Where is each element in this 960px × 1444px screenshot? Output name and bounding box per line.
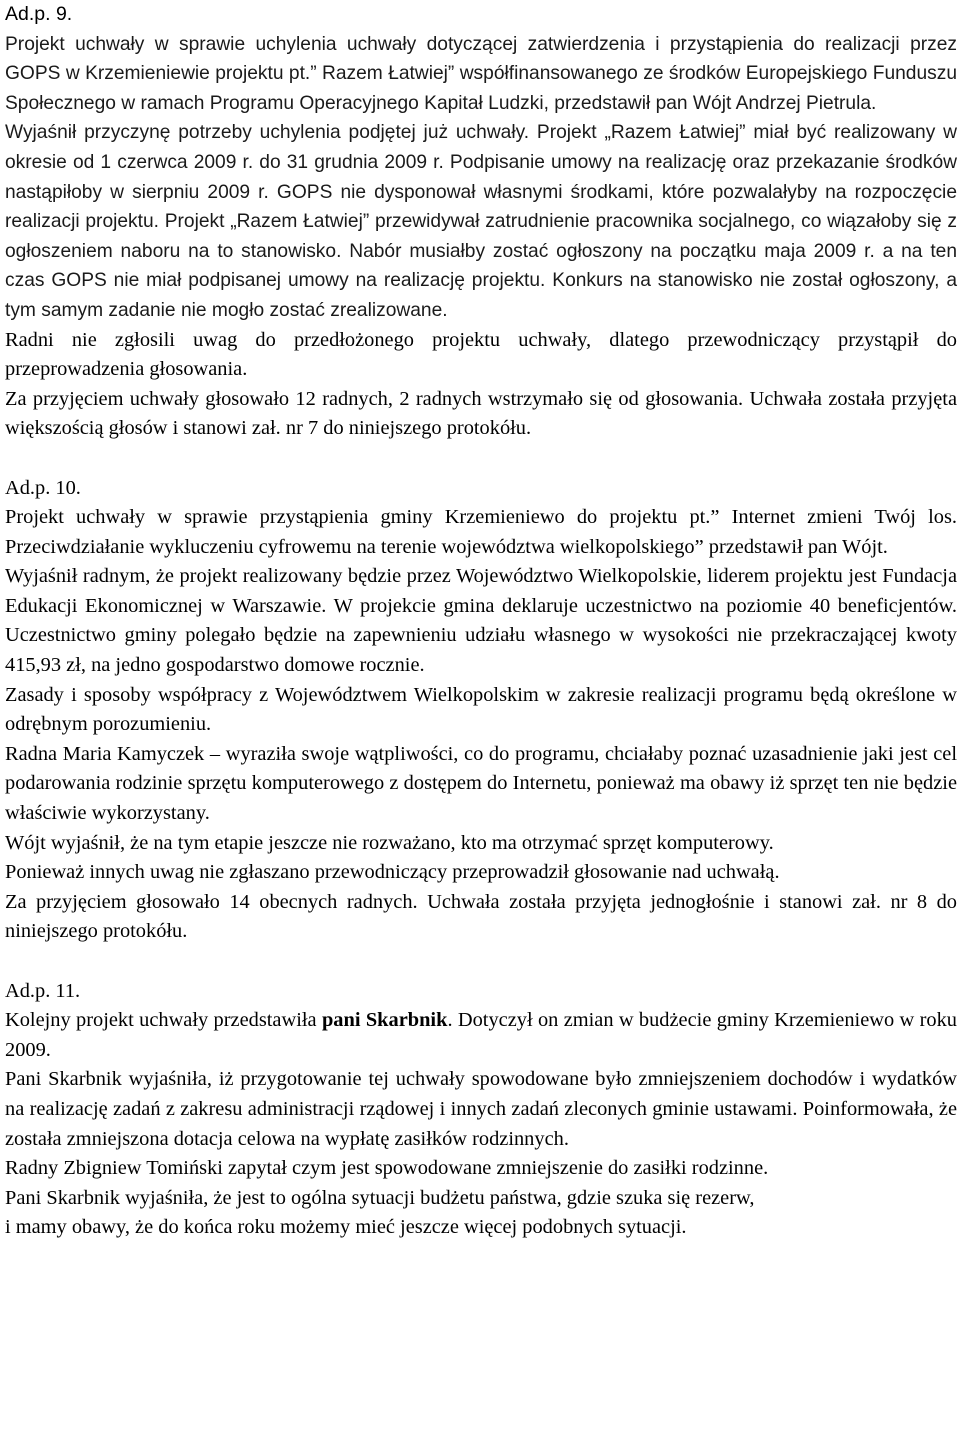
paragraph-line: Pani Skarbnik wyjaśniła, że jest to ogólna sytuacji budżetu państwa, gdzie szuka się rezerw, [5,1186,755,1209]
paragraph: Wyjaśnił przyczynę potrzeby uchylenia podjętej już uchwały. Projekt „Razem Łatwiej” miał być realizowany w okresie od 1 czerwca 2009 r. do 31 grudnia 2009 r. Podpisanie umowy na realizację oraz przekazanie środków nastąpiłoby w sierpniu 2009 r. GOPS nie dysponował własnymi środkami, które pozwalałyby na rozpoczęcie realizacji projektu. Projekt „Razem Łatwiej” przewidywał zatrudnienie pracownika socjalnego, co wiązałoby się z ogłoszeniem naboru na to stanowisko. Nabór musiałby zostać ogłoszony na początku maja 2009 r. a na ten czas GOPS nie miał podpisanej umowy na realizację projektu. Konkurs na stanowisko nie został ogłoszony, a tym samym zadanie nie mogło zostać zrealizowane. [5,122,957,321]
section-heading: Ad.p. 10. [5,476,81,499]
paragraph: Projekt uchwały w sprawie przystąpienia gminy Krzemieniewo do projektu pt.” Internet zmieni Twój los. Przeciwdziałanie wykluczeniu cyfrowemu na terenie województwa wielkopolskiego” przedstawił pan Wójt. [5,506,957,558]
paragraph: Zasady i sposoby współpracy z Województwem Wielkopolskim w zakresie realizacji programu będą określone w odrębnym porozumieniu. [5,683,957,736]
paragraph: Radni nie zgłosili uwag do przedłożonego projektu uchwały, dlatego przewodniczący przystąpił do przeprowadzenia głosowania. [5,328,957,381]
text-run: Kolejny projekt uchwały przedstawiła [5,1009,322,1032]
section-10 [5,474,957,948]
spacer [5,444,957,474]
section-9 [5,0,957,444]
paragraph: Za przyjęciem uchwały głosowało 12 radnych, 2 radnych wstrzymało się od głosowania. Uchwała została przyjęta większością głosów i stanowi zał. nr 7 do niniejszego protokółu. [5,387,957,440]
section-heading: Ad.p. 11. [5,979,81,1002]
paragraph: Radny Zbigniew Tomiński zapytał czym jest spowodowane zmniejszenie do zasiłki rodzinne. [5,1157,769,1180]
spacer [5,947,957,977]
paragraph: Ponieważ innych uwag nie zgłaszano przewodniczący przeprowadził głosowanie nad uchwałą. [5,861,780,884]
paragraph: Wójt wyjaśnił, że na tym etapie jeszcze nie rozważano, kto ma otrzymać sprzęt komputerowy. [5,831,774,854]
section-heading: Ad.p. 9. [5,3,73,25]
paragraph-line: i mamy obawy, że do końca roku możemy mieć jeszcze więcej podobnych sytuacji. [5,1216,687,1239]
paragraph: Pani Skarbnik wyjaśniła, iż przygotowanie tej uchwały spowodowane było zmniejszeniem dochodów i wydatków na realizację zadań z zakresu administracji rządowej i innych zadań zleconych gminie ustawami. Poinformowała, że została zmniejszona dotacja celowa na wypłatę zasiłków rodzinnych. [5,1068,957,1150]
paragraph: Radna Maria Kamyczek – wyraziła swoje wątpliwości, co do programu, chciałaby poznać uzasadnienie jaki jest cel podarowania rodzinie sprzętu komputerowego z dostępem do Internetu, ponieważ ma obawy iż sprzęt ten nie będzie właściwie wykorzystany. [5,742,957,825]
paragraph: Wyjaśnił radnym, że projekt realizowany będzie przez Województwo Wielkopolskie, liderem projektu jest Fundacja Edukacji Ekonomicznej w Warszawie. W projekcie gmina deklaruje uczestnictwo na poziomie 40 beneficjentów. Uczestnictwo gminy polegało będzie na zapewnieniu udziału własnego w wysokości nie przekraczającej kwoty 415,93 zł, na jedno gospodarstwo domowe rocznie. [5,565,957,677]
text-run: . Dotyczył on zmian w budżecie gminy Krzemieniewo w roku 2009. [5,1009,957,1061]
paragraph: Projekt uchwały w sprawie uchylenia uchwały dotyczącej zatwierdzenia i przystąpienia do realizacji przez GOPS w Krzemieniewie projektu pt.” Razem Łatwiej” współfinansowanego ze środków Europejskiego Funduszu Społecznego w ramach Programu Operacyjnego Kapitał Ludzki, przedstawił pan Wójt Andrzej Pietrula. [5,33,957,114]
document-page [5,0,957,1243]
paragraph: Za przyjęciem głosowało 14 obecnych radnych. Uchwała została przyjęta jednogłośnie i stanowi zał. nr 8 do niniejszego protokółu. [5,890,957,943]
bold-name: pani Skarbnik [321,1009,448,1032]
section-11 [5,977,957,1243]
paragraph [5,1006,957,1065]
